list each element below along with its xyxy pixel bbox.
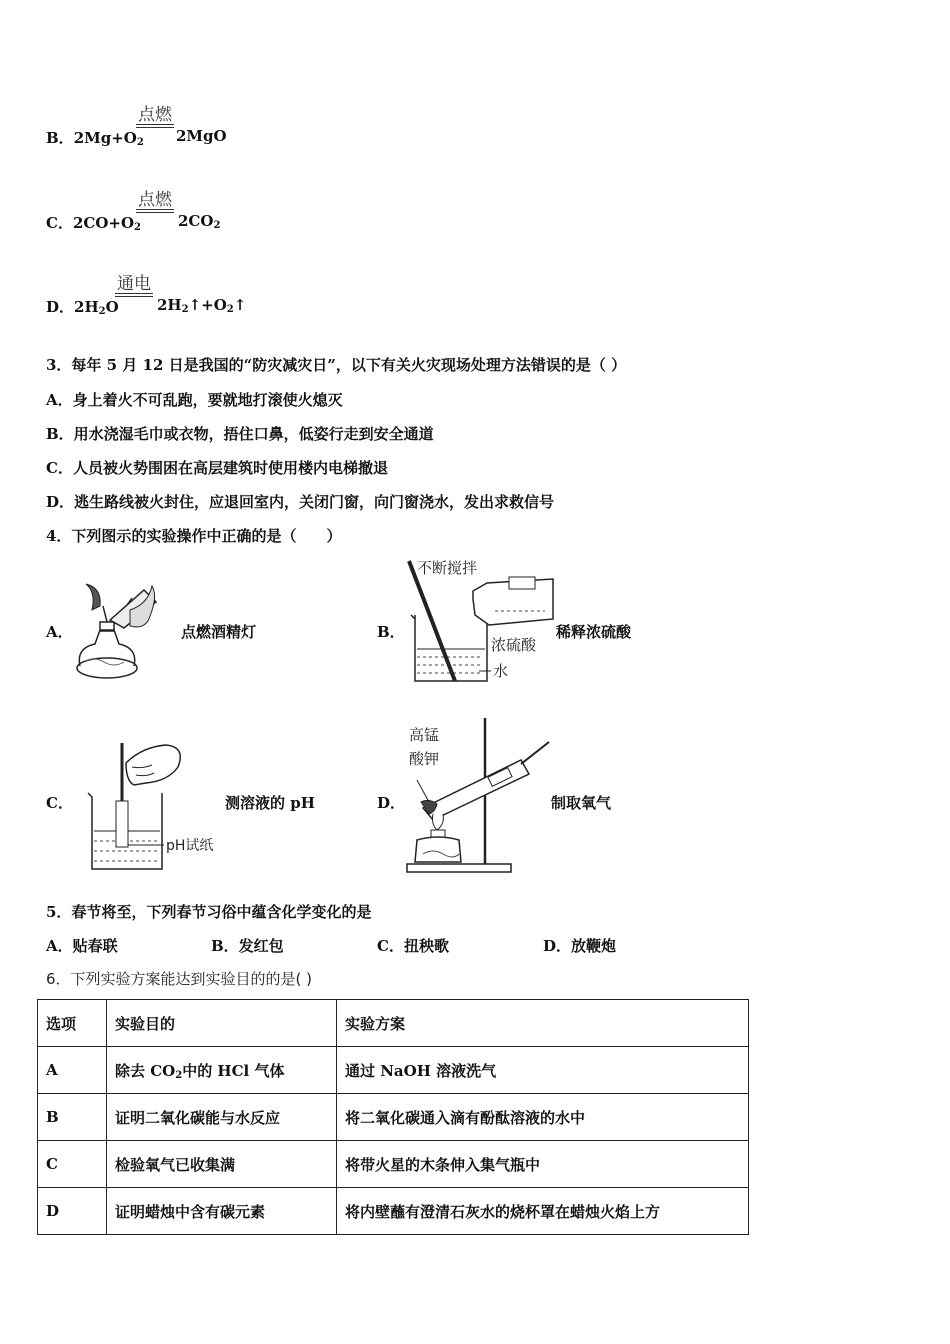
table-row: C 检验氧气已收集满 将带火星的木条伸入集气瓶中 (38, 1141, 749, 1188)
q5-option-d: D．放鞭炮 (543, 937, 617, 955)
oxygen-preparation-illustration (403, 716, 553, 876)
q4-d-letter: D． (377, 794, 406, 812)
q2-option-c: C．$2CO+O_2$ (46, 214, 141, 233)
q3-option-a: A．身上着火不可乱跑，要就地打滚使火熄灭 (46, 391, 343, 409)
label-stirring: 不断搅拌 (417, 559, 478, 577)
label-conc-acid: 浓硫酸 (491, 636, 537, 654)
q2-c-product: $2CO_2$ (178, 212, 221, 231)
q5-stem: 5．春节将至，下列春节习俗中蕴含化学变化的是 (46, 903, 372, 921)
q2-b-condition: 点燃 (138, 105, 172, 125)
q4-c-caption: 测溶液的 pH (225, 794, 315, 812)
header-plan: 实验方案 (337, 1000, 749, 1047)
ph-test-illustration (80, 733, 220, 873)
q5-option-c: C．扭秧歌 (377, 937, 449, 955)
table-header-row (38, 1000, 749, 1047)
q4-d-caption: 制取氧气 (551, 794, 612, 812)
alcohol-lamp-lighting-illustration (70, 580, 165, 685)
q3-stem: 3．每年 5 月 12 日是我国的“防灾减灾日”，以下有关火灾现场处理方法错误的是（ ） (46, 356, 627, 374)
label-potassium-2: 酸钾 (409, 750, 440, 768)
q3-option-d: D．逃生路线被火封住，应退回室内，关闭门窗，向门窗浇水，发出求救信号 (46, 493, 555, 511)
q2-b-equals (136, 124, 174, 128)
q5-option-b: B．发红包 (211, 937, 284, 955)
header-option: 选项 (38, 1000, 107, 1047)
table-row: B 证明二氧化碳能与水反应 将二氧化碳通入滴有酚酞溶液的水中 (38, 1094, 749, 1141)
q6-stem: 6．下列实验方案能达到实验目的的是( ) (46, 970, 313, 988)
label-potassium-1: 高锰 (409, 726, 440, 744)
q2-c-equals (136, 209, 174, 213)
q2-option-d: D．$2H_2O$ (46, 298, 119, 317)
q2-option-b: B．$2Mg+O_2$ (46, 129, 144, 148)
q4-b-letter: B． (377, 623, 405, 641)
q3-option-c: C．人员被火势围困在高层建筑时使用楼内电梯撤退 (46, 459, 388, 477)
q4-stem: 4．下列图示的实验操作中正确的是（ ） (46, 527, 342, 545)
header-purpose: 实验目的 (107, 1000, 337, 1047)
dilute-sulfuric-acid-illustration (403, 553, 555, 688)
q2-d-product: $2H_2↑+O_2↑$ (157, 296, 247, 315)
q4-c-letter: C． (46, 794, 73, 812)
experiment-plan-table (37, 999, 749, 1235)
label-water: 水 (493, 662, 509, 680)
q2-c-condition: 点燃 (138, 190, 172, 210)
label-ph-paper: pH试纸 (166, 838, 214, 854)
q4-a-letter: A． (46, 623, 73, 641)
q3-option-b: B．用水浇湿毛巾或衣物，捂住口鼻，低姿行走到安全通道 (46, 425, 434, 443)
q2-b-product: 2MgO (176, 127, 227, 145)
q4-a-caption: 点燃酒精灯 (181, 623, 257, 641)
q2-d-condition: 通电 (117, 274, 151, 294)
q2-d-equals (115, 293, 153, 297)
q4-b-caption: 稀释浓硫酸 (556, 623, 632, 641)
table-row: A 除去 $CO_2$中的 HCl 气体 通过 NaOH 溶液洗气 (38, 1047, 749, 1094)
q5-option-a: A．贴春联 (46, 937, 118, 955)
table-row: D 证明蜡烛中含有碳元素 将内壁蘸有澄清石灰水的烧杯罩在蜡烛火焰上方 (38, 1188, 749, 1235)
